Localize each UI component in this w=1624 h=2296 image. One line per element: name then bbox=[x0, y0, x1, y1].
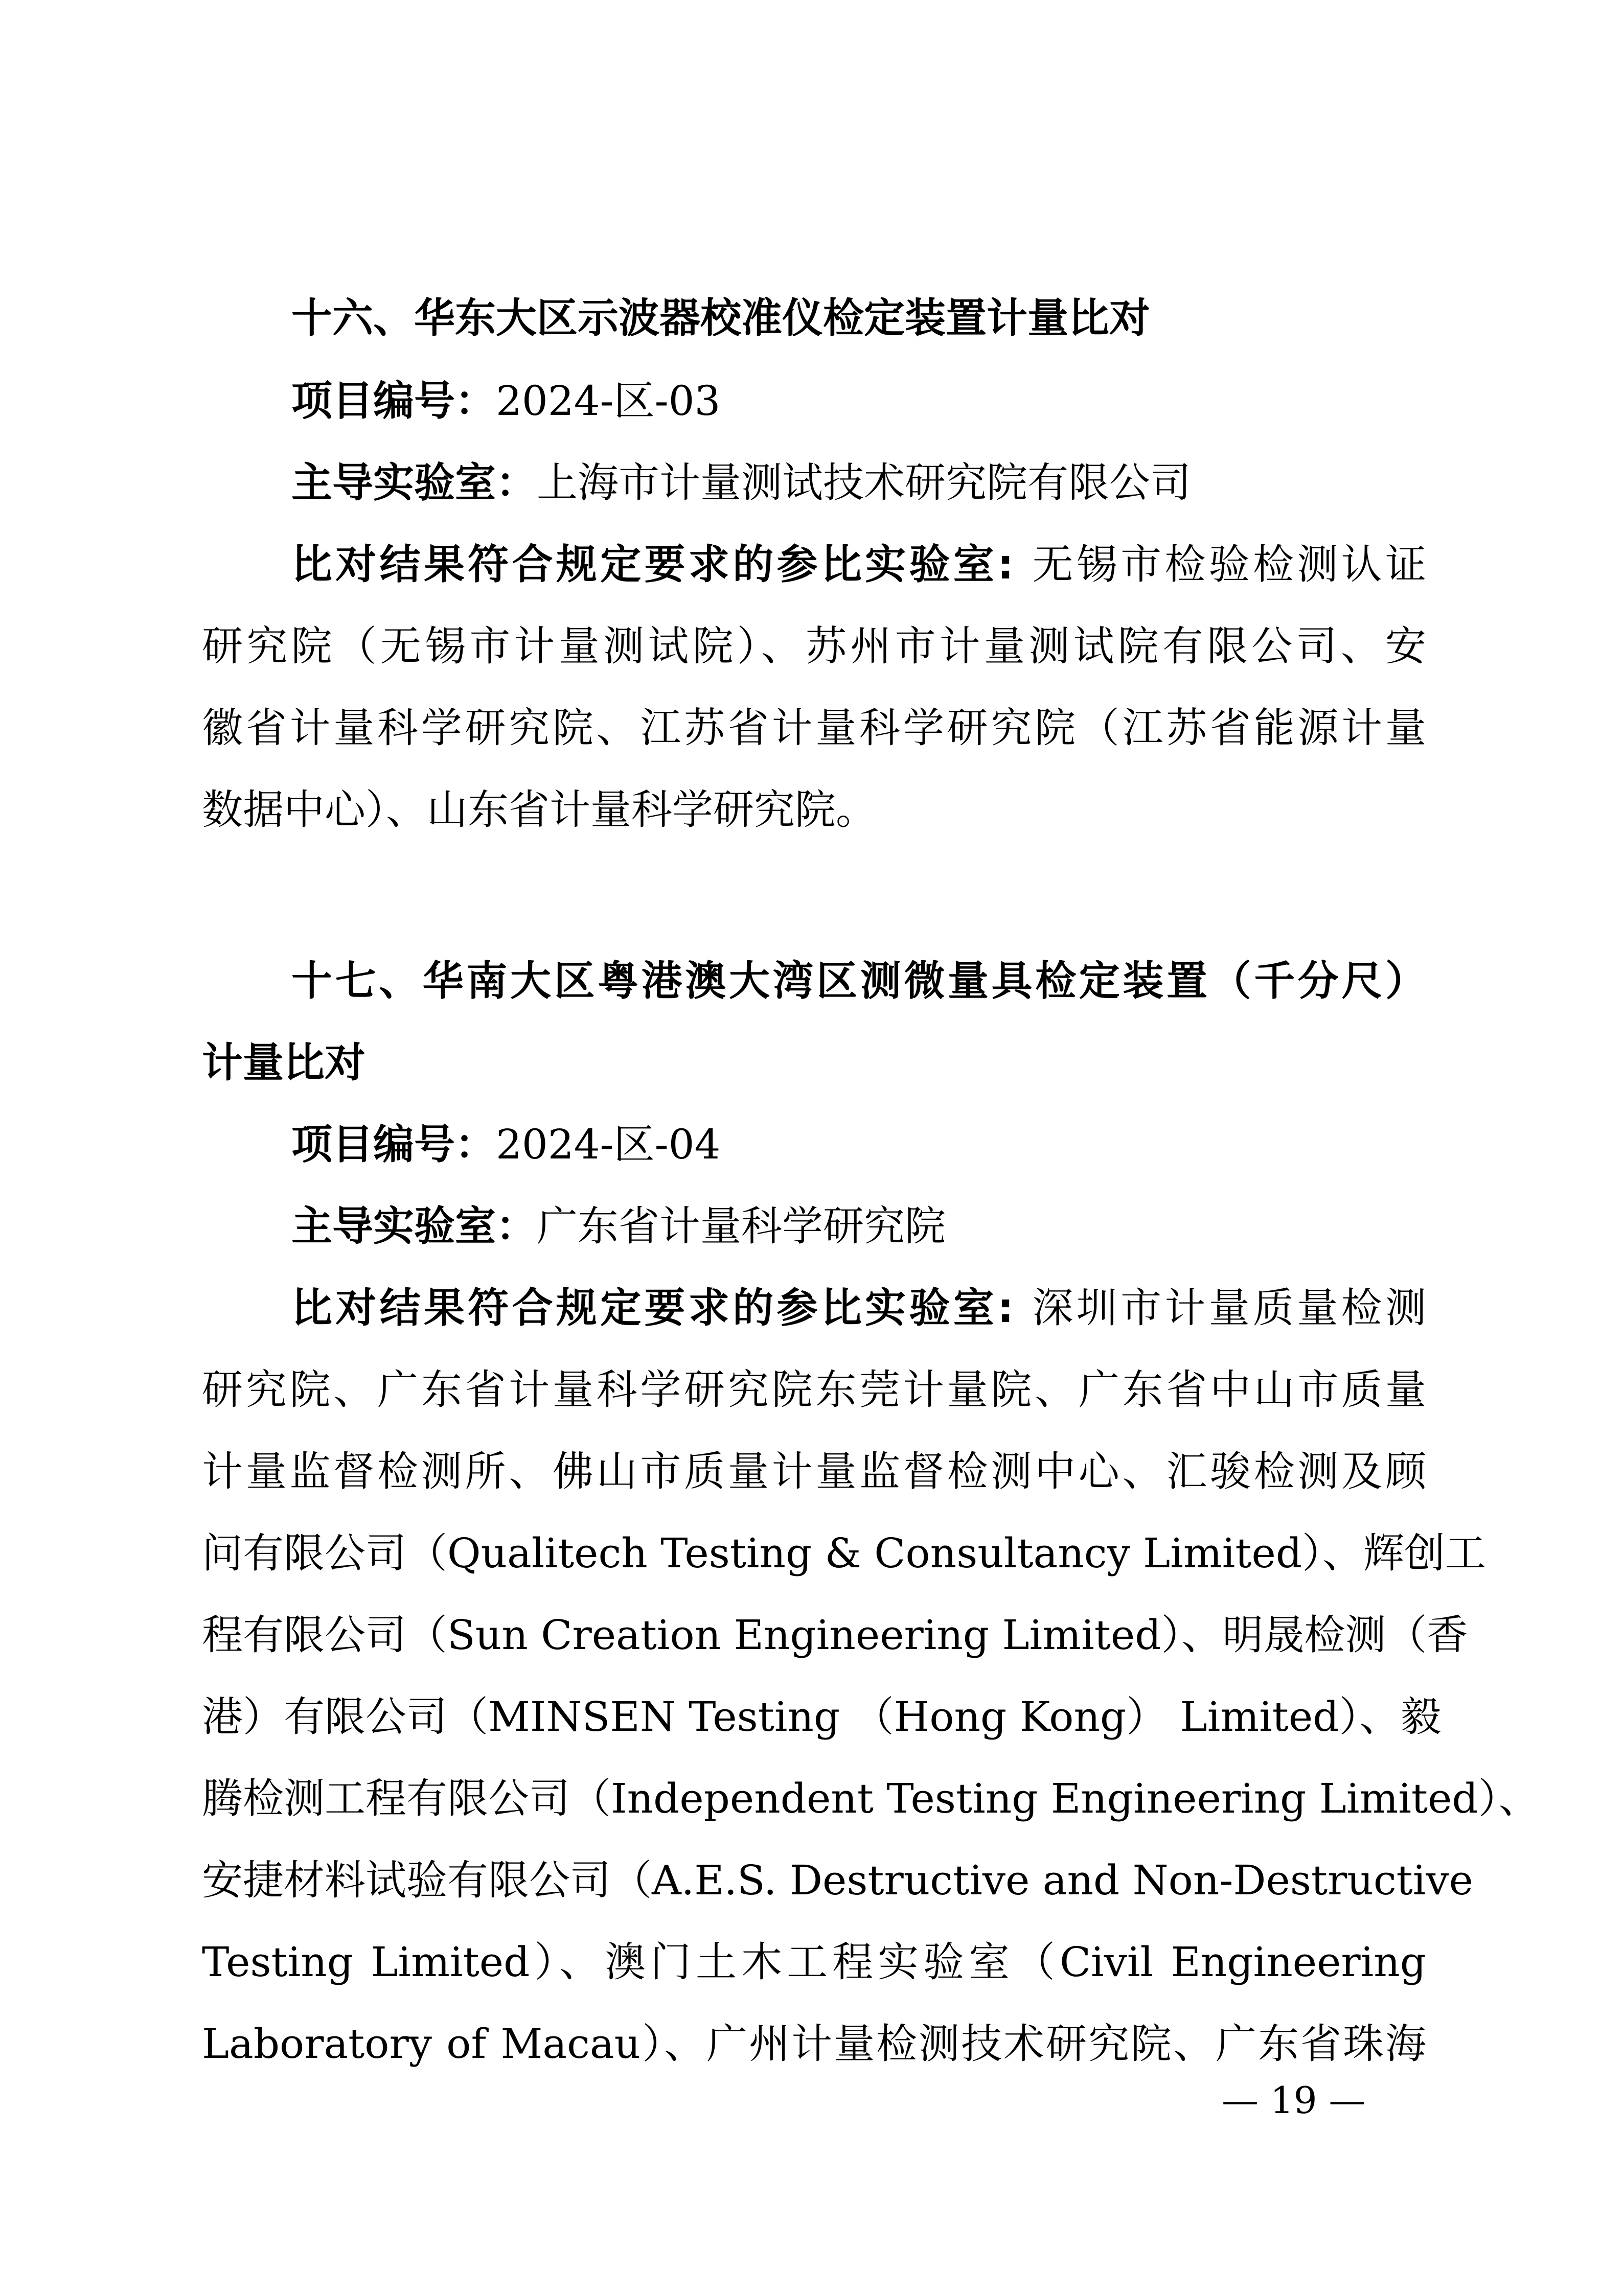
section-17-participants-line: 港）有限公司（MINSEN Testing （Hong Kong） Limited）、毅 bbox=[202, 1693, 1442, 1741]
section-17-participants-line: 腾检测工程有限公司（Independent Testing Engineering Limited）、 bbox=[202, 1775, 1540, 1822]
section-17-participants-first-line bbox=[291, 1280, 1426, 1336]
section-17-lead-lab bbox=[291, 1198, 1426, 1255]
project-number-label: 项目编号： bbox=[291, 1121, 496, 1168]
section-16-project-number bbox=[291, 373, 1426, 429]
section-17-participants-line: Testing Limited）、澳门土木工程实验室（Civil Engineering bbox=[202, 1938, 1426, 1986]
project-number-value: 2024-区-03 bbox=[496, 377, 721, 425]
section-17-heading-continued: 计量比对 bbox=[202, 1039, 365, 1086]
section-16-heading: 十六、华东大区示波器校准仪检定装置计量比对 bbox=[291, 294, 1150, 342]
lead-lab-value: 上海市计量测试技术研究院有限公司 bbox=[537, 459, 1191, 506]
section-16-participants-line: 数据中心）、山东省计量科学研究院。 bbox=[202, 786, 877, 833]
section-16-participants-line: 研究院（无锡市计量测试院）、苏州市计量测试院有限公司、安 bbox=[202, 622, 1426, 670]
section-16-participants-line: 徽省计量科学研究院、江苏省计量科学研究院（江苏省能源计量 bbox=[202, 704, 1426, 752]
section-17-project-number bbox=[291, 1117, 1426, 1173]
section-17-participants-line: 安捷材料试验有限公司（A.E.S. Destructive and Non-Destructive bbox=[202, 1857, 1473, 1904]
participants-label: 比对结果符合规定要求的参比实验室: bbox=[291, 1284, 1014, 1332]
section-17-participants-line: 问有限公司（Qualitech Testing & Consultancy Limited）、辉创工 bbox=[202, 1529, 1486, 1577]
section-17-participants-line: 程有限公司（Sun Creation Engineering Limited）、明晟检测（香 bbox=[202, 1611, 1468, 1659]
participants-text: 无锡市检验检测认证 bbox=[1029, 541, 1427, 588]
participants-label: 比对结果符合规定要求的参比实验室: bbox=[291, 541, 1014, 588]
section-17-participants-line: 研究院、广东省计量科学研究院东莞计量院、广东省中山市质量 bbox=[202, 1366, 1426, 1413]
section-16-lead-lab bbox=[291, 455, 1426, 511]
project-number-value: 2024-区-04 bbox=[496, 1121, 721, 1168]
participants-text: 深圳市计量质量检测 bbox=[1029, 1284, 1427, 1332]
section-16-participants-first-line bbox=[291, 537, 1426, 593]
lead-lab-label: 主导实验室： bbox=[291, 1202, 537, 1250]
page-number: — 19 — bbox=[1222, 2079, 1366, 2122]
section-17-participants-line: Laboratory of Macau）、广州计量检测技术研究院、广东省珠海 bbox=[202, 2020, 1426, 2068]
project-number-label: 项目编号： bbox=[291, 377, 496, 425]
lead-lab-value: 广东省计量科学研究院 bbox=[537, 1202, 946, 1250]
lead-lab-label: 主导实验室： bbox=[291, 459, 537, 506]
section-17-participants-line: 计量监督检测所、佛山市质量计量监督检测中心、汇骏检测及顾 bbox=[202, 1448, 1426, 1495]
section-17-heading: 十七、华南大区粤港澳大湾区测微量具检定装置（千分尺） bbox=[291, 957, 1426, 1005]
